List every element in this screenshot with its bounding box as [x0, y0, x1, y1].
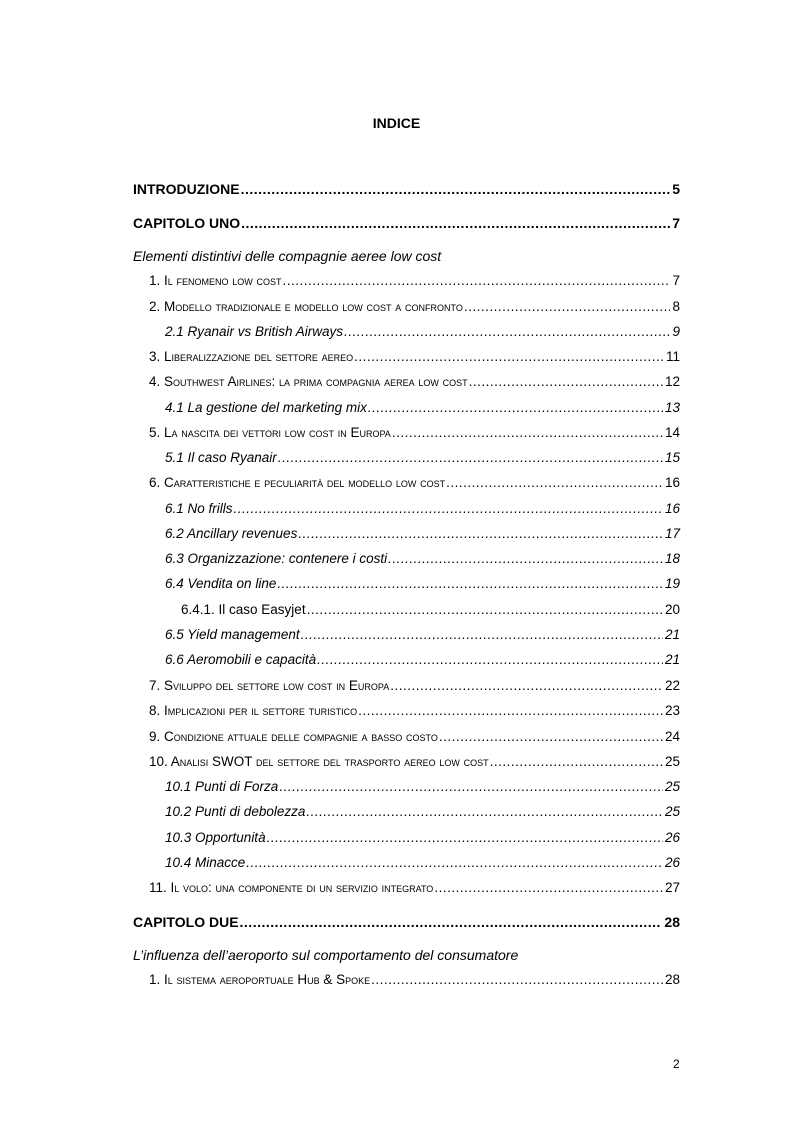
toc-entry[interactable] [165, 779, 680, 794]
toc-entry-page: 25 [664, 754, 680, 769]
toc-entry-label: 6.6 Aeromobili e capacità [165, 652, 317, 667]
toc-entry-page: 28 [664, 914, 680, 930]
toc-entry-label: INTRODUZIONE [133, 181, 240, 197]
toc-entry[interactable] [149, 349, 680, 364]
toc-entry[interactable] [165, 324, 680, 339]
toc-entry-page: 12 [664, 374, 680, 389]
toc-entry-label: 5.1 Il caso Ryanair [165, 450, 277, 465]
toc-entry-page: 24 [664, 729, 680, 744]
toc-entry[interactable] [165, 627, 680, 642]
toc-entry[interactable] [149, 475, 680, 490]
toc-entry[interactable] [149, 880, 680, 895]
toc-entry-label: 10.1 Punti di Forza [165, 779, 279, 794]
toc-entry-label: 6.4.1. Il caso Easyjet [181, 602, 306, 617]
toc-entry[interactable] [165, 830, 680, 845]
toc-entry-label: 6.4 Vendita on line [165, 576, 277, 591]
toc-entry-page: 25 [664, 804, 680, 819]
toc-entry-page: 27 [664, 880, 680, 895]
toc-entry-label: 6.2 Ancillary revenues [165, 526, 298, 541]
toc-entry-page: 20 [664, 602, 680, 617]
toc-entry-label: 3. Liberalizzazione del settore aereo [149, 349, 354, 364]
toc-entry-page: 26 [664, 855, 680, 870]
toc-entry[interactable] [149, 425, 680, 440]
toc-entry[interactable] [181, 602, 680, 617]
toc-entry-label: 5. La nascita dei vettori low cost in Europa [149, 425, 391, 440]
toc-entry-page: 8 [672, 299, 680, 314]
toc-entry-capitolo-due[interactable] [133, 914, 680, 930]
toc-entry-page: 23 [664, 703, 680, 718]
toc-entry[interactable] [165, 855, 680, 870]
toc-entry[interactable] [165, 551, 680, 566]
toc-entry-introduzione[interactable] [133, 181, 680, 197]
toc-entry-page: 16 [664, 475, 680, 490]
toc-entry[interactable] [149, 678, 680, 693]
toc-entry-label: 6. Caratteristiche e peculiarità del modello low cost [149, 475, 446, 490]
toc-entry-page: 21 [664, 652, 680, 667]
toc-entry-page: 17 [664, 526, 680, 541]
toc-entry-page: 19 [664, 576, 680, 591]
toc-entry[interactable] [165, 652, 680, 667]
toc-entry-label: 6.5 Yield management [165, 627, 300, 642]
toc-entry[interactable] [165, 804, 680, 819]
toc-entry-page: 15 [664, 450, 680, 465]
toc-entry-page: 16 [664, 501, 680, 516]
toc-entry[interactable] [149, 729, 680, 744]
toc-entry-page: 21 [664, 627, 680, 642]
toc-entry[interactable] [165, 501, 680, 516]
toc-entry-page: 11 [665, 349, 680, 364]
toc-entry[interactable] [165, 576, 680, 591]
toc-entry-label: 1. Il fenomeno low cost [149, 273, 282, 288]
toc-entry-label: 6.3 Organizzazione: contenere i costi [165, 551, 388, 566]
toc-entry[interactable] [149, 703, 680, 718]
toc-entry-page: 22 [664, 678, 680, 693]
page-number: 2 [673, 1057, 680, 1071]
toc-entry[interactable] [165, 526, 680, 541]
toc-entry-label: 7. Sviluppo del settore low cost in Europa [149, 678, 390, 693]
toc-entry[interactable] [149, 374, 680, 389]
toc-entry-label: 11. Il volo: una componente di un servizio integrato [149, 880, 434, 895]
toc-entry-label: 10.4 Minacce [165, 855, 246, 870]
toc-entry-label: CAPITOLO UNO [133, 215, 241, 231]
chapter-subtitle: Elementi distintivi delle compagnie aeree low cost [133, 248, 442, 264]
toc-entry-label: 6.1 No frills [165, 501, 233, 516]
toc-entry-label: 10.3 Opportunità [165, 830, 266, 845]
toc-entry-page: 7 [672, 273, 680, 288]
toc-entry-page: 18 [664, 551, 680, 566]
toc-entry-label: 1. Il sistema aeroportuale Hub & Spoke [149, 972, 371, 987]
toc-entry[interactable] [165, 450, 680, 465]
toc-entry-label: 2. Modello tradizionale e modello low cost a confronto [149, 299, 463, 314]
toc-entry-capitolo-uno[interactable] [133, 215, 680, 231]
toc-entry-label: 9. Condizione attuale delle compagnie a basso costo [149, 729, 438, 744]
toc-entry-page: 25 [664, 779, 680, 794]
toc-entry-label: 8. Implicazioni per il settore turistico [149, 703, 358, 718]
toc-entry-page: 7 [672, 215, 680, 231]
toc-entry-label: 4. Southwest Airlines: la prima compagnia aerea low cost [149, 374, 468, 389]
toc-entry[interactable] [149, 972, 680, 987]
toc-entry[interactable] [149, 754, 680, 769]
toc-entry[interactable] [149, 299, 680, 314]
toc-entry-page: 5 [672, 181, 680, 197]
toc-entry[interactable] [149, 273, 680, 288]
chapter-subtitle: L’influenza dell’aeroporto sul comportamento del consumatore [133, 947, 519, 963]
toc-entry-label: 4.1 La gestione del marketing mix [165, 400, 367, 415]
toc-entry-label: CAPITOLO DUE [133, 914, 239, 930]
toc-entry-page: 13 [664, 400, 680, 415]
index-title: INDICE [372, 115, 421, 131]
toc-entry-page: 28 [664, 972, 680, 987]
toc-entry-page: 9 [672, 324, 680, 339]
toc-entry-page: 14 [664, 425, 680, 440]
toc-entry-page: 26 [664, 830, 680, 845]
toc-entry-label: 2.1 Ryanair vs British Airways [165, 324, 344, 339]
toc-entry[interactable] [165, 400, 680, 415]
toc-entry-label: 10. Analisi SWOT del settore del trasporto aereo low cost [149, 754, 489, 769]
toc-entry-label: 10.2 Punti di debolezza [165, 804, 306, 819]
